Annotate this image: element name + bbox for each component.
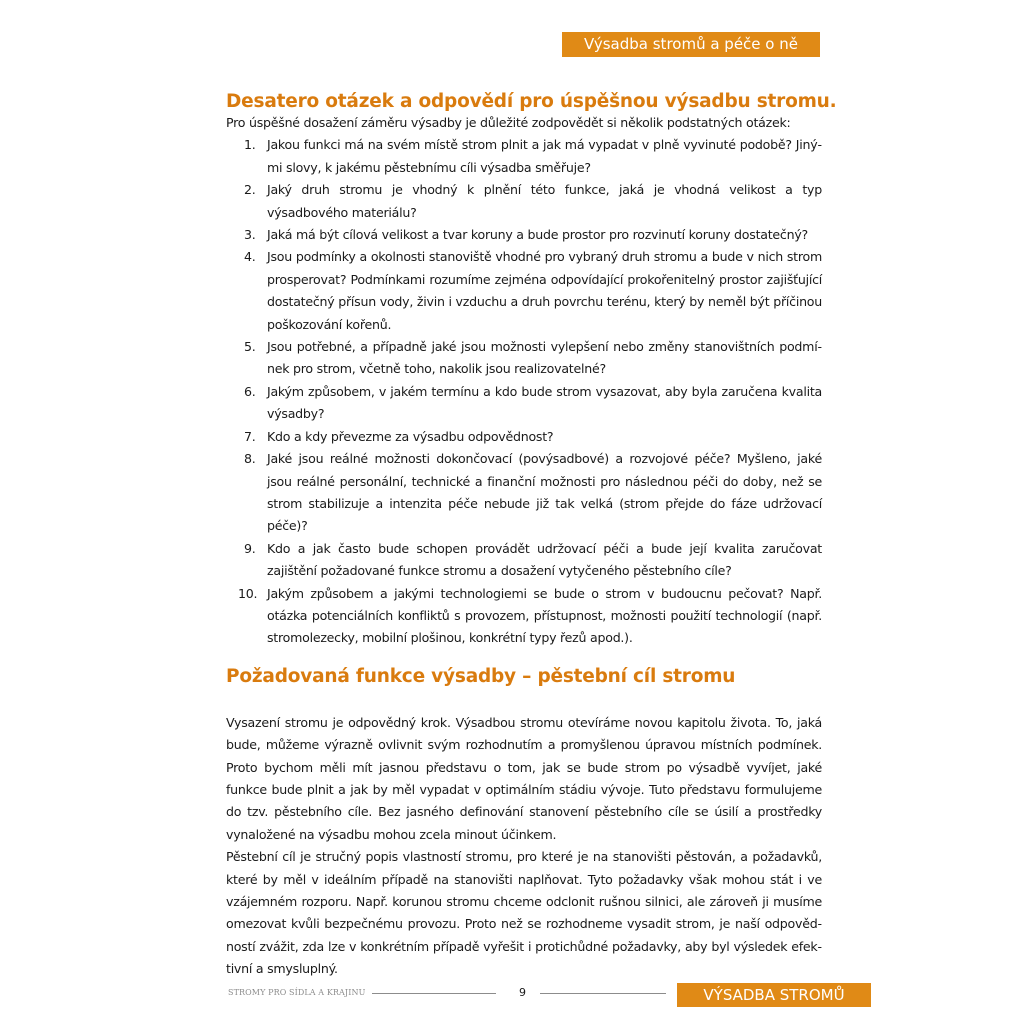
list-item: [226, 381, 822, 426]
body-paragraph-1: Vysazení stromu je odpovědný krok. Výsadbou stromu otevíráme novou kapitolu života. To, jaká bude, můžeme výrazně ovlivnit svým rozhodnutím a promyšlenou úpravou místních podmínek. Proto bychom měli mít jasnou představu o tom, jak se bude strom po výsadbě vyvíjet, jaké funkce bude plnit a jak by měl vypadat v optimálním stádiu vývoje. Tuto představu formulujeme do tzv. pěstebního cíle. Bez jasného definování stanovení pěstebního cíle se úsilí a prostředky vynaložené na výsadbu mohou zcela minout účinkem.: [226, 714, 822, 842]
footer-section-tab: VÝSADBA STROMŮ: [677, 983, 871, 1007]
header-section-tab: Výsadba stromů a péče o ně: [562, 32, 820, 57]
footer-publication-title: STROMY PRO SÍDLA A KRAJINU: [228, 988, 366, 997]
list-item-text: Jaké jsou reálné možnosti dokončovací (povýsadbové) a rozvojové péče? Myšleno, jaké jsou reálné personální, technické a finanční možnosti pro následnou péči do doby, než se strom stabilizuje a intenzita péče nebude již tak velká (strom přejde do fáze udržovací péče)?: [267, 451, 822, 534]
list-item: [226, 246, 822, 336]
list-item-number: 1.: [244, 137, 256, 153]
list-item-text: Jakým způsobem a jakými technologiemi se bude o strom v budoucnu pečovat? Např. otázka potenciálních konfliktů s provozem, přístupnost, možnosti použití technologií (např. stromolezecky, mobilní plošinou, konkrétní typy řezů apod.).: [267, 585, 822, 646]
list-item-number: 4.: [244, 249, 256, 265]
list-item-number: 2.: [244, 182, 256, 198]
footer-divider-right: [540, 993, 666, 994]
page-content: [226, 86, 837, 981]
list-item-text: Jsou podmínky a okolnosti stanoviště vhodné pro vybraný druh stromu a bude v nich strom prosperovat? Podmínkami rozumíme zejména odpovídající prokořenitelný prostor zajišťující dostatečný přísun vody, živin i vzduchu a druh povrchu terénu, který by neměl být příčinou poškozování kořenů.: [267, 249, 822, 332]
page-number: 9: [519, 986, 526, 999]
list-item-number: 3.: [244, 227, 256, 243]
list-item: [226, 583, 822, 650]
list-item-number: 7.: [244, 428, 256, 444]
list-item-number: 9.: [244, 540, 256, 556]
body-paragraph-2: Pěstební cíl je stručný popis vlastností stromu, pro které je na stanovišti pěstován, a požadavků, které by měl v ideálním případě na stanovišti naplňovat. Tyto požadavky však mohou stát i ve vzájemném rozporu. Např. korunou stromu chceme odclonit rušnou silnici, ale zároveň ji musíme omezovat kvůli bezpečnému provozu. Proto než se rozhodneme vysadit strom, je naší odpovědností zvážit, zda lze v konkrétním případě vyřešit i protichůdné požadavky, aby byl výsledek efektivní a smysluplný.: [226, 849, 822, 977]
list-item-number: 5.: [244, 339, 256, 355]
list-item-text: Jakou funkci má na svém místě strom plnit a jak má vypadat v plně vyvinuté podobě? Jinými slovy, k jakému pěstebnímu cíli výsadba směřuje?: [267, 137, 822, 175]
list-item: [226, 134, 822, 179]
heading-planting-function: Požadovaná funkce výsadby – pěstební cíl stromu: [226, 665, 736, 687]
list-item-number: 10.: [238, 585, 258, 601]
list-item-text: Kdo a kdy převezme za výsadbu odpovědnost?: [267, 428, 554, 444]
list-item-number: 6.: [244, 383, 256, 399]
heading-ten-questions: Desatero otázek a odpovědí pro úspěšnou výsadbu stromu.: [226, 91, 837, 112]
list-item: [226, 538, 822, 583]
questions-list: [226, 134, 822, 649]
list-item: [226, 448, 822, 538]
list-item: [226, 224, 822, 246]
list-item: [226, 426, 822, 448]
list-item: [226, 336, 822, 381]
intro-paragraph: Pro úspěšné dosažení záměru výsadby je důležité zodpovědět si několik podstatných otázek:: [226, 115, 791, 130]
list-item-text: Kdo a jak často bude schopen provádět udržovací péči a bude její kvalita zaručovat zajištění požadované funkce stromu a dosažení vytyčeného pěstebního cíle?: [267, 540, 822, 579]
list-item-number: 8.: [244, 451, 256, 467]
list-item: [226, 179, 822, 224]
list-item-text: Jaká má být cílová velikost a tvar koruny a bude prostor pro rozvinutí koruny dostatečný?: [267, 227, 808, 243]
list-item-text: Jaký druh stromu je vhodný k plnění této funkce, jaká je vhodná velikost a typ výsadbového materiálu?: [267, 182, 822, 220]
list-item-text: Jakým způsobem, v jakém termínu a kdo bude strom vysazovat, aby byla zaručena kvalita výsadby?: [267, 383, 822, 422]
footer-divider-left: [372, 993, 496, 994]
list-item-text: Jsou potřebné, a případně jaké jsou možnosti vylepšení nebo změny stanovištních podmínek pro strom, včetně toho, nakolik jsou realizovatelné?: [267, 339, 822, 377]
